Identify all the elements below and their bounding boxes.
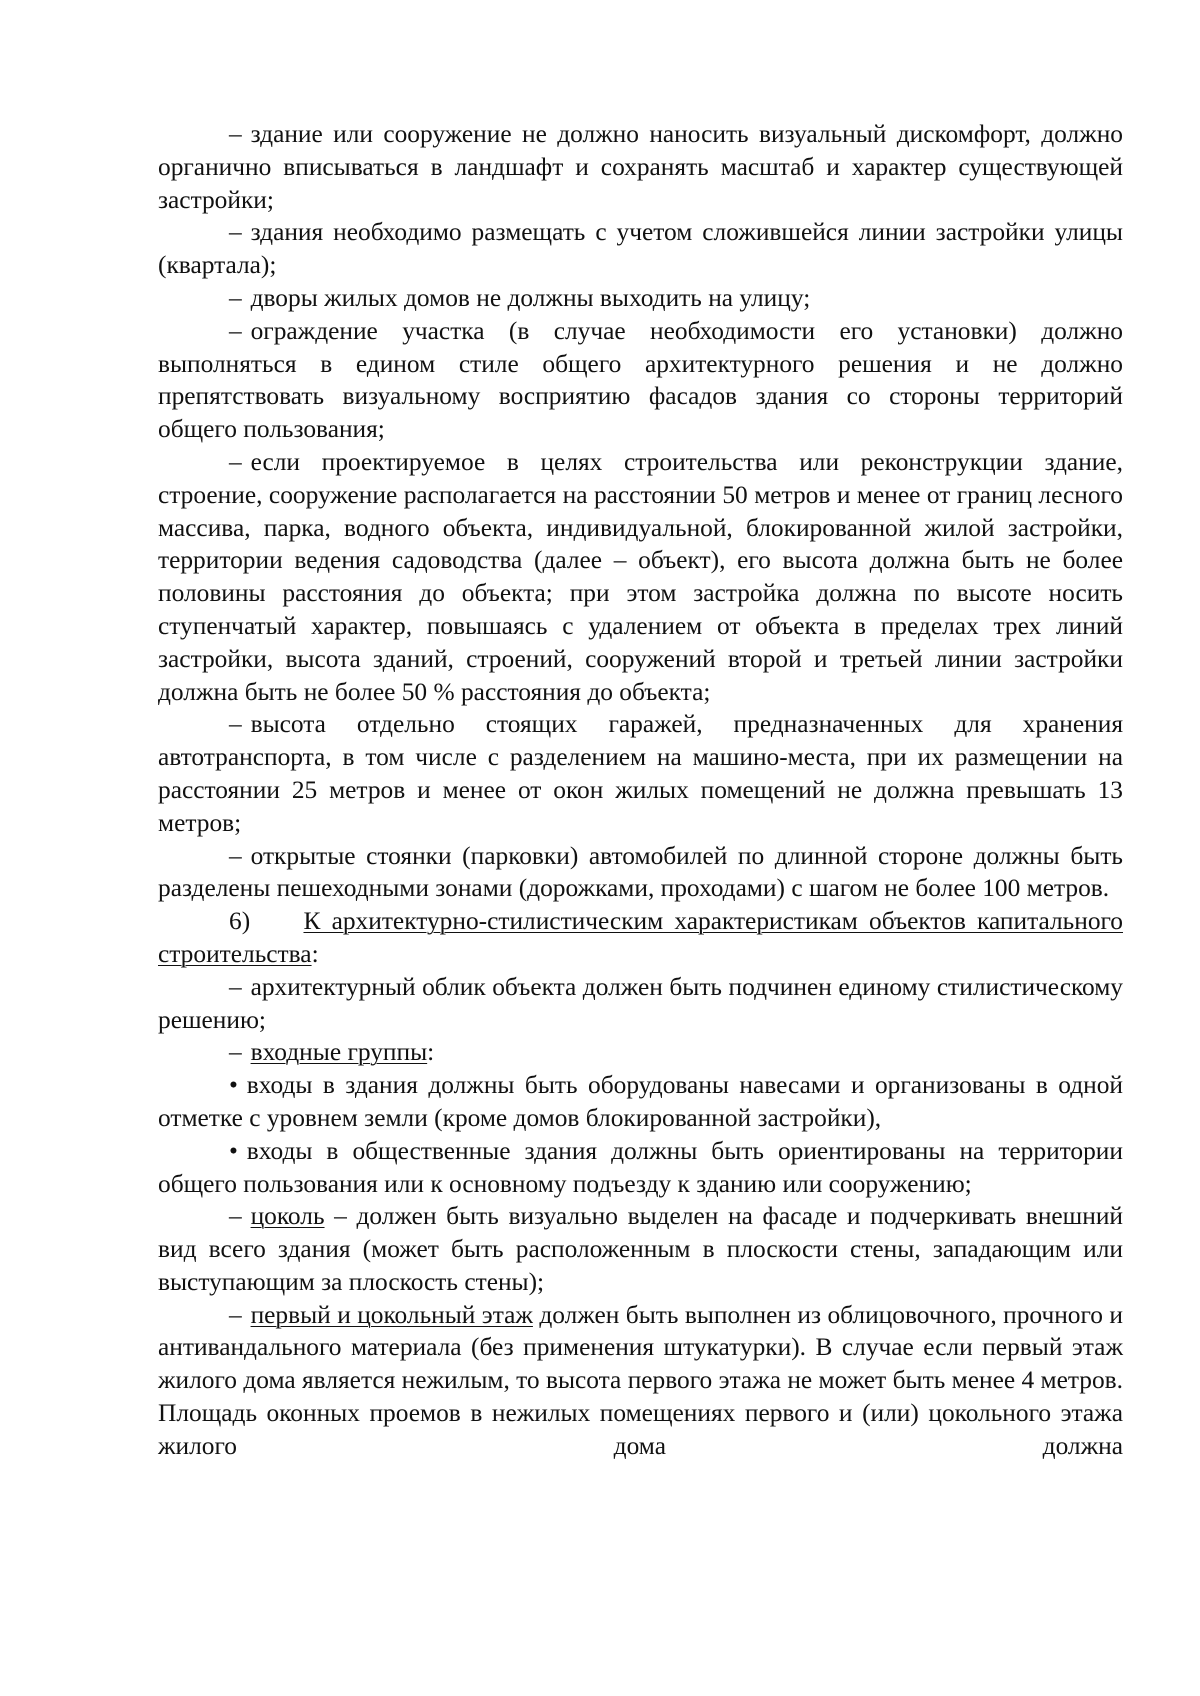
section-heading-tail: :	[311, 939, 319, 968]
section-heading-architectural	[158, 905, 1123, 971]
dash-marker: –	[229, 1202, 242, 1231]
paragraph-ground-floor	[158, 1299, 1123, 1463]
paragraph-text: входы в общественные здания должны быть ориентированы на территории общего пользования или к основному подъезду к зданию или сооружению;	[158, 1136, 1123, 1198]
bullet-public-entrances	[158, 1135, 1123, 1201]
paragraph-visual-comfort	[158, 118, 1123, 216]
paragraph-text: здания необходимо размещать с учетом сложившейся линии застройки улицы (квартала);	[158, 218, 1123, 280]
paragraph-fencing	[158, 315, 1123, 446]
paragraph-text: ограждение участка (в случае необходимости его установки) должно выполняться в едином стиле общего архитектурного решения и не должно препятствовать визуальному восприятию фасадов здания со стороны территорий общего пользования;	[158, 316, 1123, 444]
underlined-term: первый и цокольный этаж	[250, 1300, 533, 1329]
paragraph-text: высота отдельно стоящих гаражей, предназначенных для хранения автотранспорта, в том числе с разделением на машино-места, при их размещении на расстоянии 25 метров и менее от окон жилых помещений не должна превышать 13 метров;	[158, 710, 1123, 837]
underlined-term: цоколь	[250, 1202, 325, 1231]
paragraph-text: архитектурный облик объекта должен быть подчинен единому стилистическому решению;	[158, 972, 1123, 1034]
paragraph-text: дворы жилых домов не должны выходить на улицу;	[250, 283, 811, 312]
paragraph-text: открытые стоянки (парковки) автомобилей по длинной стороне должны быть разделены пешеходными зонами (дорожками, проходами) с шагом не более 100 метров.	[158, 841, 1123, 903]
paragraph-text: здание или сооружение не должно наносить визуальный дискомфорт, должно органично вписываться в ландшафт и сохранять масштаб и характер существующей застройки;	[158, 120, 1123, 214]
paragraph-text: – должен быть визуально выделен на фасаде и подчеркивать внешний вид всего здания (может быть расположенным в плоскости стены, западающим или выступающим за плоскость стены);	[158, 1202, 1123, 1296]
bullet-marker: •	[229, 1071, 238, 1100]
dash-marker: –	[229, 1300, 242, 1329]
paragraph-text: должен быть выполнен из облицовочного, прочного и антивандального материала (без применения штукатурки). В случае если первый этаж жилого дома является нежилым, то высота первого этажа не может быть менее 4 метров. Площадь оконных проемов в нежилых помещениях первого и (или) цокольного этажа жилого дома должна	[158, 1300, 1123, 1460]
dash-marker: –	[229, 218, 242, 247]
paragraph-appearance	[158, 971, 1123, 1037]
paragraph-parking	[158, 840, 1123, 906]
paragraph-yards	[158, 282, 1123, 315]
dash-marker: –	[229, 1038, 242, 1067]
paragraph-tail: :	[427, 1038, 435, 1067]
dash-marker: –	[229, 283, 242, 312]
paragraph-plinth	[158, 1200, 1123, 1298]
section-heading-underlined: К архитектурно-стилистическим характеристикам объектов капитального строительства	[158, 907, 1123, 968]
paragraph-entrance-groups	[158, 1036, 1123, 1069]
dash-marker: –	[229, 120, 242, 148]
underlined-term: входные группы	[250, 1038, 428, 1067]
bullet-entrances-canopies	[158, 1069, 1123, 1135]
dash-marker: –	[229, 710, 242, 739]
dash-marker: –	[229, 841, 242, 870]
document-page	[158, 118, 1123, 1463]
dash-marker: –	[229, 972, 242, 1001]
dash-marker: –	[229, 316, 242, 345]
section-number: 6)	[229, 907, 251, 936]
paragraph-building-height	[158, 446, 1123, 708]
paragraph-garages	[158, 708, 1123, 839]
paragraph-building-line	[158, 216, 1123, 282]
paragraph-text: входы в здания должны быть оборудованы навесами и организованы в одной отметке с уровнем земли (кроме домов блокированной застройки),	[158, 1071, 1123, 1132]
paragraph-text: если проектируемое в целях строительства или реконструкции здание, строение, сооружение располагается на расстоянии 50 метров и менее от границ лесного массива, парка, водного объекта, индивидуальной, блокированной жилой застройки, территории ведения садоводства (далее – объект), его высота должна быть не более половины расстояния до объекта; при этом застройка должна по высоте носить ступенчатый характер, повышаясь с удалением от объекта в пределах трех линий застройки, высота зданий, строений, сооружений второй и третьей линии застройки должна быть не более 50 % расстояния до объекта;	[158, 447, 1123, 706]
dash-marker: –	[229, 447, 242, 476]
bullet-marker: •	[229, 1136, 238, 1165]
